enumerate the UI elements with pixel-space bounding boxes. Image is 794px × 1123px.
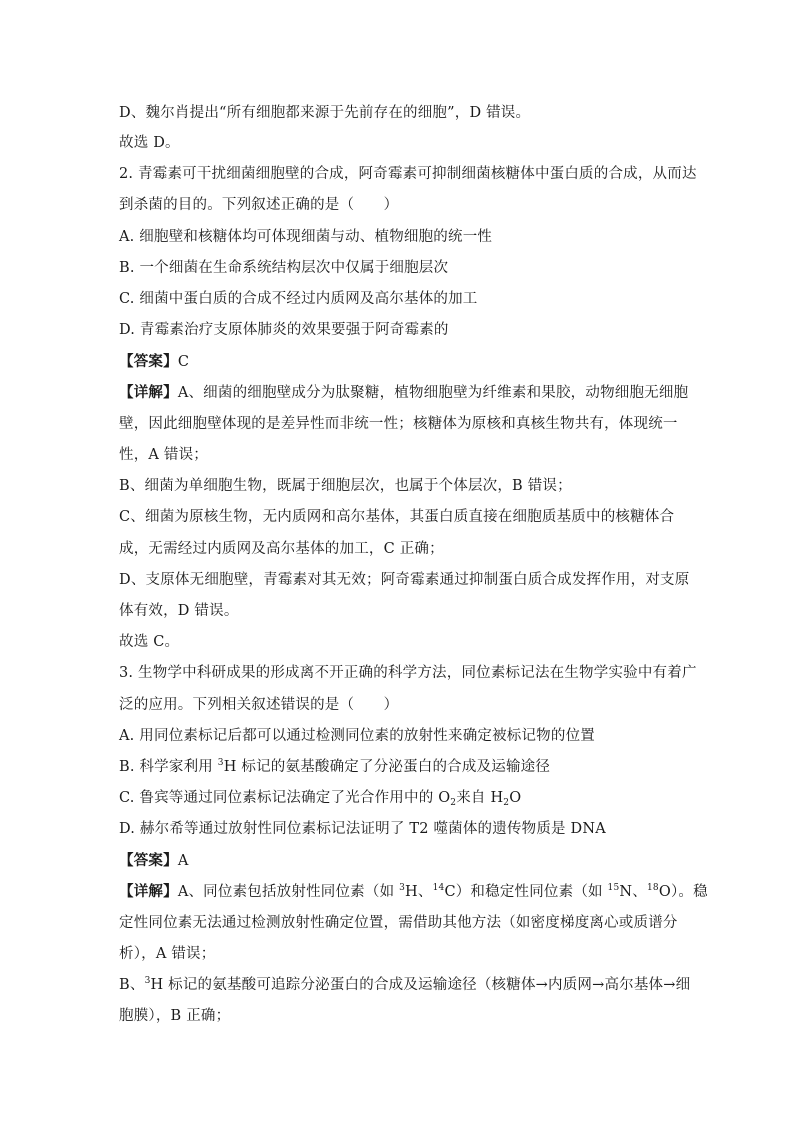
q2-answer-value: C <box>177 354 190 370</box>
q3-option-c <box>119 788 679 808</box>
q3-detail-a-sup-14: 14 <box>432 883 445 893</box>
q3-option-c-sub1: 2 <box>450 798 457 808</box>
q3-option-d: D. 赫尔希等通过放射性同位素标记法证明了 T2 噬菌体的遗传物质是 DNA <box>119 821 606 837</box>
q3-answer <box>119 851 679 871</box>
q2-stem-line2: 到杀菌的目的。下列叙述正确的是（ ） <box>119 197 399 213</box>
q3-answer-label: 【答案】 <box>119 852 178 869</box>
q3-option-b-sup: 3 <box>217 758 224 768</box>
q1-option-d-explanation: D、魏尔肖提出“所有细胞都来源于先前存在的细胞”，D 错误。 <box>119 105 531 121</box>
q2-detail-b: B、细菌为单细胞生物，既属于细胞层次，也属于个体层次，B 错误； <box>119 478 572 494</box>
q3-answer-value: A <box>177 853 189 869</box>
q3-detail-a-text-c: C）和稳定性同位素（如 <box>444 884 608 900</box>
q1-conclusion: 故选 D。 <box>119 135 180 151</box>
q2-detail-a-line3: 性，A 错误； <box>119 447 208 463</box>
q2-detail-a-line2: 壁，因此细胞壁体现的是差异性而非统一性；核糖体为原核和真核生物共有，体现统一 <box>119 416 678 432</box>
q2-detail-a-text1: A、细菌的细胞壁成分为肽聚糖，植物细胞壁为纤维素和果胶，动物细胞无细胞 <box>177 385 689 401</box>
q3-detail-a-sup-15: 15 <box>607 883 620 893</box>
q2-stem-line1: 2. 青霉素可干扰细菌细胞壁的合成，阿奇霉素可抑制细菌核糖体中蛋白质的合成，从而达 <box>119 166 697 182</box>
q3-option-c-sub2: 2 <box>503 798 510 808</box>
q2-detail-c-line1: C、细菌为原核生物，无内质网和高尔基体，其蛋白质直接在细胞质基质中的核糖体合 <box>119 509 675 525</box>
q3-detail-b-line1 <box>119 975 691 995</box>
q3-option-c-text-post: O <box>509 790 522 806</box>
q3-detail-a-sup-3: 3 <box>399 883 406 893</box>
q3-stem-line2: 泛的应用。下列相关叙述错误的是（ ） <box>119 697 399 713</box>
q3-option-b <box>119 757 679 777</box>
q3-option-a: A. 用同位素标记后都可以通过检测同位素的放射性来确定被标记物的位置 <box>119 728 595 744</box>
q3-detail-a-sup-18: 18 <box>647 883 659 893</box>
q2-option-b: B. 一个细菌在生命系统结构层次中仅属于细胞层次 <box>119 260 449 276</box>
q2-answer <box>119 352 679 372</box>
q3-detail-b-text-pre: B、 <box>119 977 145 993</box>
q3-detail-b-text1: H 标记的氨基酸可追踪分泌蛋白的合成及运输途径（核糖体→内质网→高尔基体→细 <box>150 977 691 993</box>
q2-detail-label: 【详解】 <box>119 384 178 401</box>
q2-detail-d-line2: 体有效，D 错误。 <box>119 603 239 619</box>
q3-detail-a-line3: 析），A 错误； <box>119 946 216 962</box>
q3-detail-b-sup: 3 <box>144 976 151 986</box>
q2-detail-c-line2: 成，无需经过内质网及高尔基体的加工，C 正确； <box>119 541 444 557</box>
q2-detail-d-line1: D、支原体无细胞壁，青霉素对其无效；阿奇霉素通过抑制蛋白质合成发挥作用，对支原 <box>119 572 690 588</box>
q2-option-c: C. 细菌中蛋白质的合成不经过内质网及高尔基体的加工 <box>119 291 478 307</box>
q3-detail-a-text-h: H、 <box>405 884 433 900</box>
q2-option-a: A. 细胞壁和核糖体均可体现细菌与动、植物细胞的统一性 <box>119 229 493 245</box>
q3-option-b-text-pre: B. 科学家利用 <box>119 759 218 775</box>
q3-stem-line1: 3. 生物学中科研成果的形成离不开正确的科学方法，同位素标记法在生物学实验中有着广 <box>119 665 697 681</box>
q3-detail-label: 【详解】 <box>119 883 178 900</box>
q3-detail-a-text-n: N、 <box>619 884 647 900</box>
q2-option-d: D. 青霉素治疗支原体肺炎的效果要强于阿奇霉素的 <box>119 322 449 338</box>
q3-detail-a-line1 <box>119 882 708 902</box>
q3-detail-b-line2: 胞膜），B 正确； <box>119 1008 231 1024</box>
q3-detail-a-text-pre: A、同位素包括放射性同位素（如 <box>177 884 400 900</box>
q3-option-b-text-post: H 标记的氨基酸确定了分泌蛋白的合成及运输途径 <box>223 759 551 775</box>
q3-option-c-text-pre: C. 鲁宾等通过同位素标记法确定了光合作用中的 O <box>119 790 451 806</box>
q3-detail-a-line2: 定性同位素无法通过检测放射性确定位置，需借助其他方法（如密度梯度离心或质谱分 <box>119 915 678 931</box>
q2-answer-label: 【答案】 <box>119 353 178 370</box>
q3-option-c-text-mid: 来自 H <box>456 790 504 806</box>
q2-conclusion: 故选 C。 <box>119 634 180 650</box>
q2-detail-a-line1 <box>119 383 689 403</box>
q3-detail-a-text-o: O）。稳 <box>658 884 708 900</box>
